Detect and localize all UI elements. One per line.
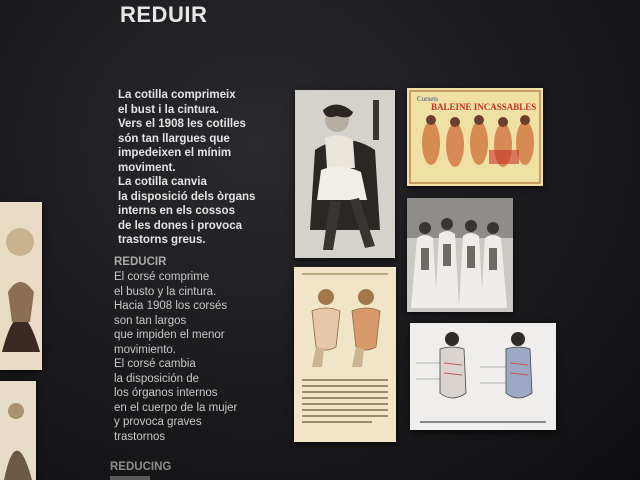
spanish-heading: REDUCIR xyxy=(114,256,167,268)
women-in-corsets-photo xyxy=(407,198,513,312)
corset-illustration-page xyxy=(294,267,396,442)
english-text-fragment xyxy=(110,476,150,480)
seated-woman-photo xyxy=(295,90,395,258)
section-heading: REDUIR xyxy=(120,2,208,27)
english-heading: REDUCING xyxy=(110,461,172,473)
corset-poster xyxy=(407,88,543,186)
corset-anatomy-illustration xyxy=(410,323,556,430)
left-fashion-plate-lower xyxy=(0,381,36,480)
left-fashion-plate xyxy=(0,202,42,370)
poster-line2: BALEINE INCASSABLES xyxy=(431,102,537,112)
poster-line1: Corsets xyxy=(417,95,438,103)
catalan-text: La cotilla comprimeix el bust i la cintura. Vers el 1908 les cotilles són tan llargues que impedeixen el mínim moviment. La cotilla canvia la disposició dels òrgans interns en els cossos de les dones i provoca trastorns greus. xyxy=(118,89,256,246)
spanish-text: El corsé comprime el busto y la cintura. Hacia 1908 los corsés son tan largos que impiden el menor movimiento. El corsé cambia la disposición de los órganos internos en el cuerpo de la mujer y provoca graves trastornos xyxy=(114,271,238,443)
